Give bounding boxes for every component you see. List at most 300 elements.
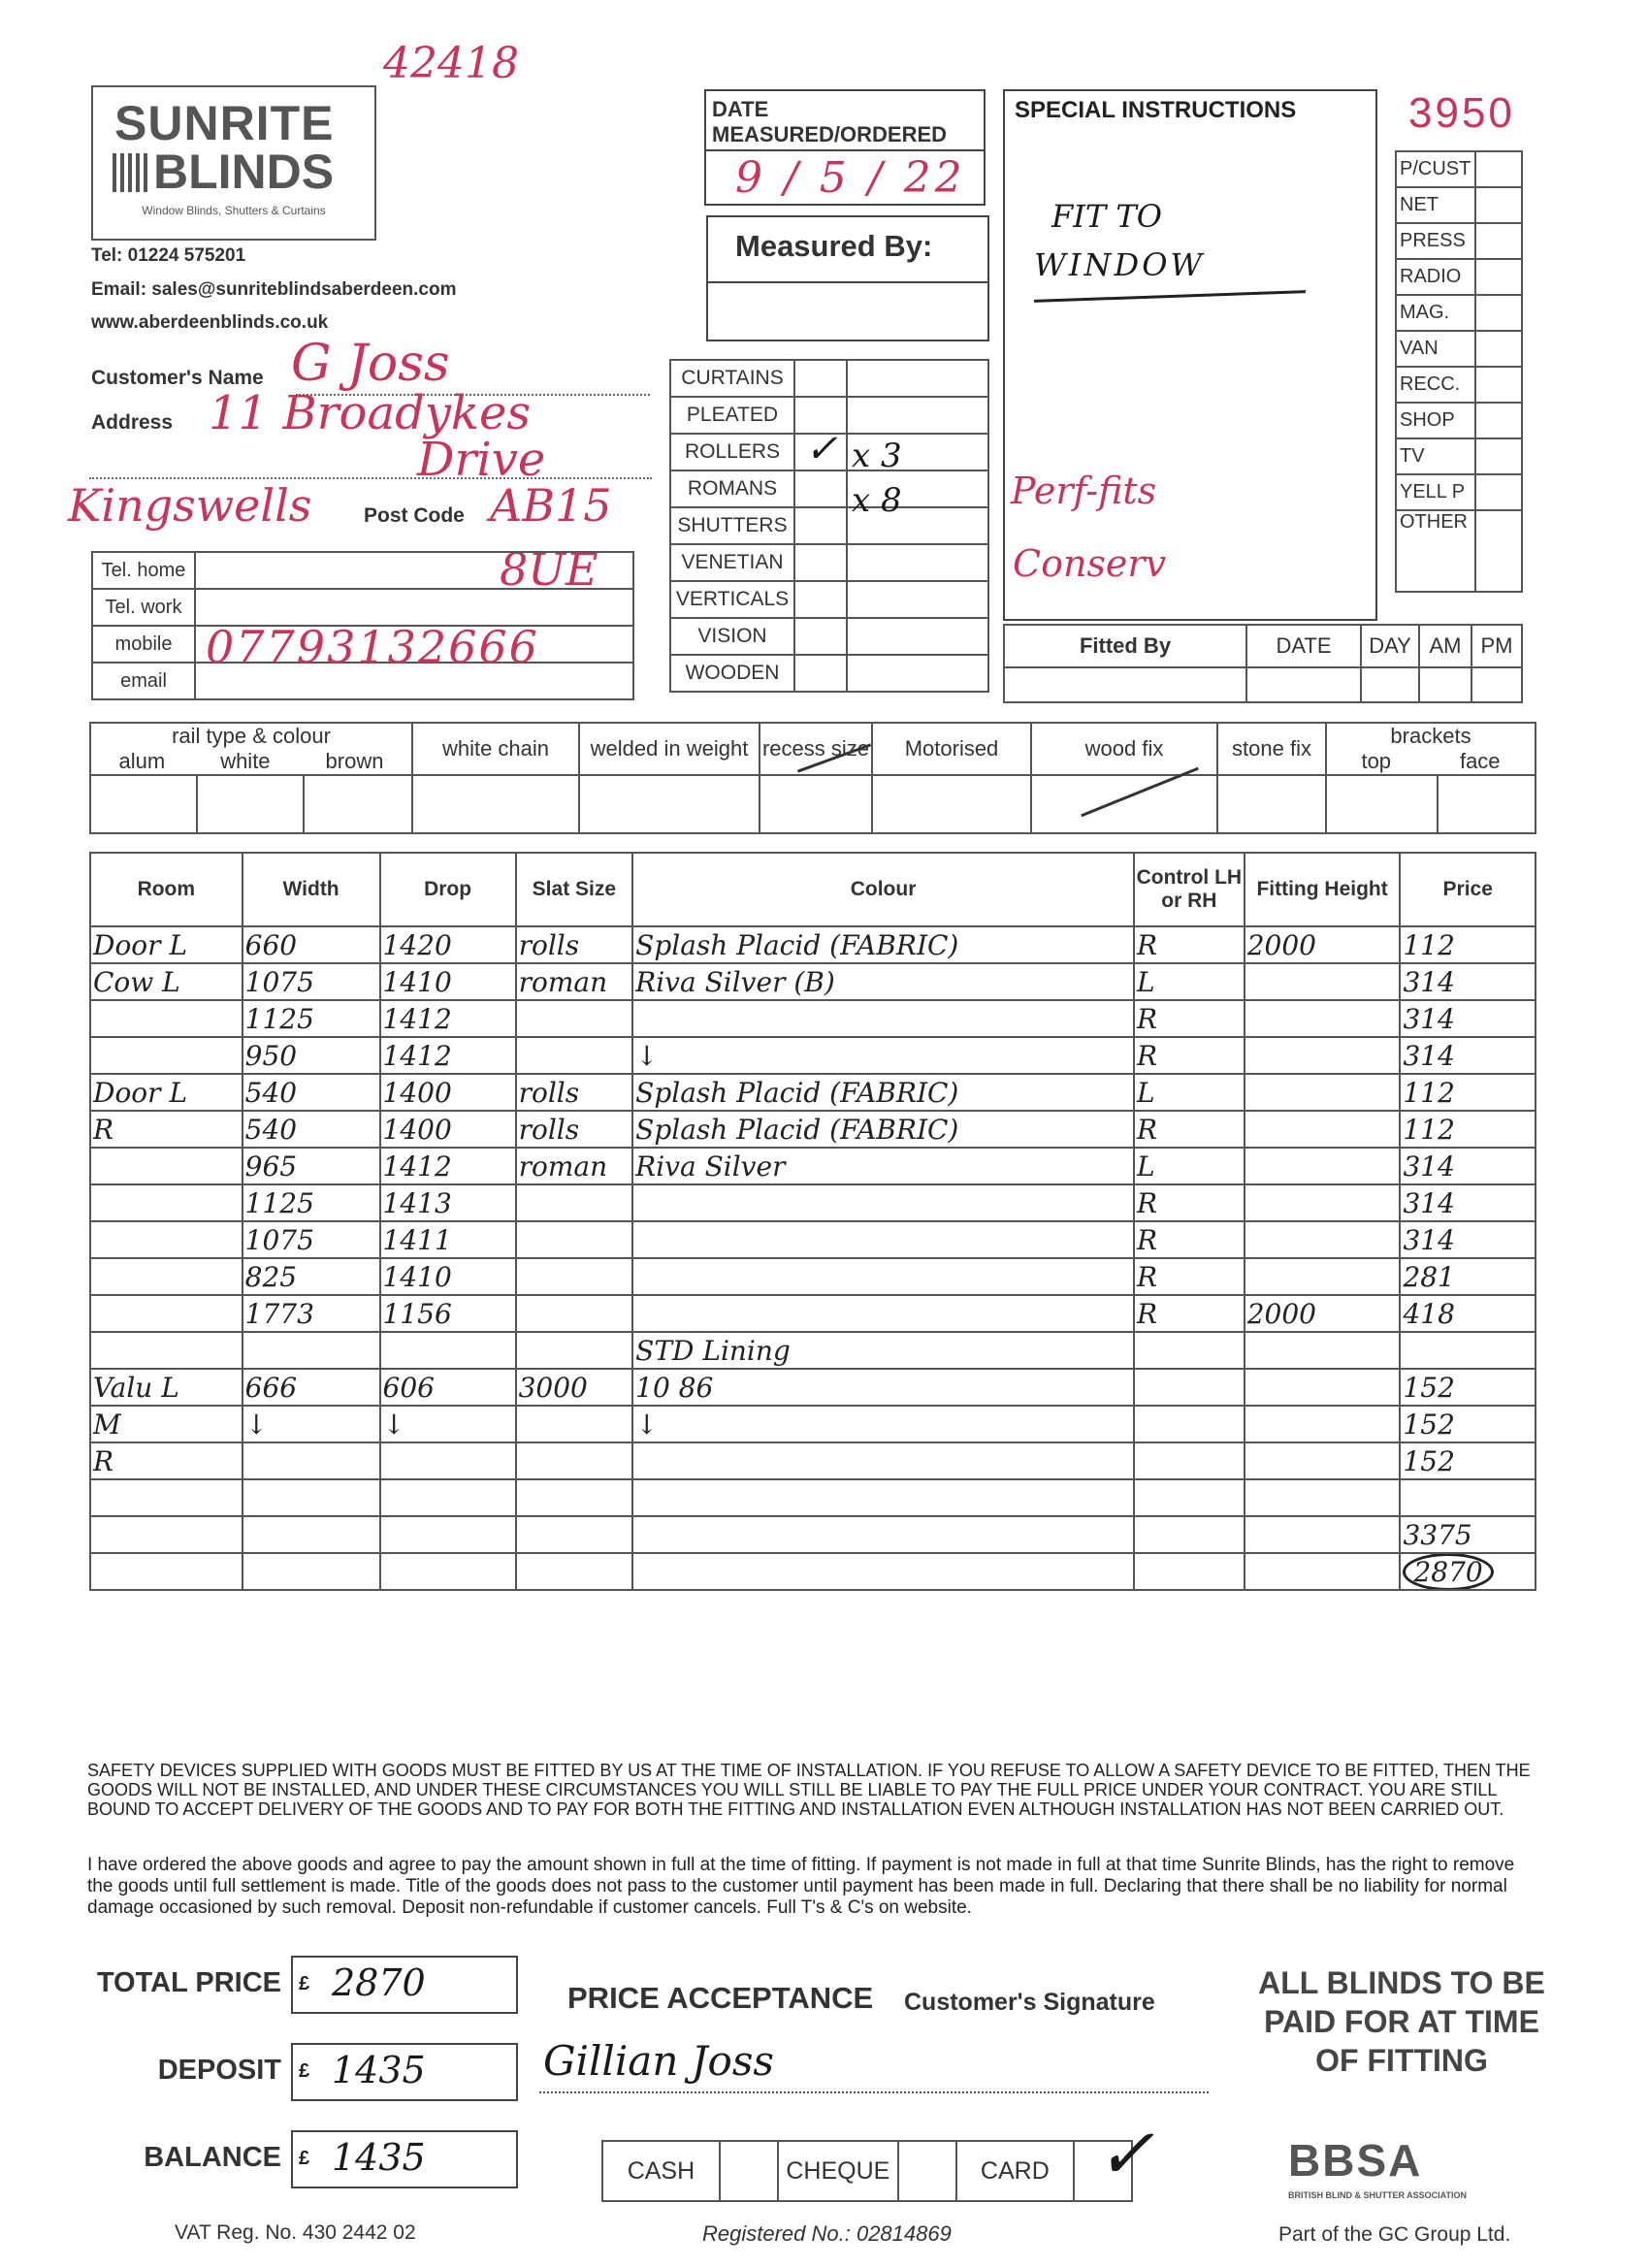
postcode-label: Post Code — [364, 504, 465, 527]
payment-notice: ALL BLINDS TO BE PAID FOR AT TIME OF FITTING — [1258, 1965, 1545, 2078]
table-cell[interactable]: 314 — [1400, 1037, 1536, 1074]
table-cell[interactable]: 314 — [1400, 963, 1536, 1000]
final-total-circled: 2870 — [1403, 1553, 1493, 1590]
source-row — [1396, 474, 1522, 510]
phone-label: Tel. home — [92, 552, 195, 589]
table-cell[interactable]: 1773 — [242, 1295, 380, 1332]
brackets-face-cell[interactable] — [1438, 775, 1536, 833]
table-cell[interactable] — [242, 1332, 380, 1369]
table-cell[interactable]: 1410 — [380, 963, 516, 1000]
source-row — [1396, 187, 1522, 223]
rollers-tick: ✓ — [805, 427, 838, 471]
table-cell[interactable] — [632, 1000, 1134, 1037]
contact-web: www.aberdeenblinds.co.uk — [91, 312, 329, 333]
table-cell[interactable]: 540 — [242, 1074, 380, 1111]
table-cell[interactable]: 825 — [242, 1258, 380, 1295]
table-cell[interactable]: roman — [516, 963, 633, 1000]
table-cell[interactable]: 112 — [1400, 926, 1536, 963]
table-row — [90, 963, 1536, 1000]
brackets-top-cell[interactable] — [1326, 775, 1438, 833]
table-cell[interactable]: 1156 — [380, 1295, 516, 1332]
blind-type-row — [670, 507, 988, 544]
total-price-value[interactable]: 2870 — [332, 1961, 426, 2004]
postcode[interactable]: AB15 — [490, 479, 612, 532]
table-cell[interactable] — [90, 1553, 242, 1590]
table-cell[interactable] — [1245, 1258, 1401, 1295]
table-cell[interactable] — [90, 1295, 242, 1332]
blind-type-check[interactable] — [794, 655, 847, 692]
table-cell[interactable]: 2000 — [1245, 926, 1401, 963]
table-cell[interactable] — [516, 1516, 633, 1553]
source-checkbox[interactable] — [1475, 151, 1522, 187]
table-cell[interactable]: 1125 — [242, 1000, 380, 1037]
blind-type-check[interactable] — [794, 507, 847, 544]
welded-weight-label: welded in weight — [579, 723, 760, 775]
table-cell[interactable]: 418 — [1400, 1295, 1536, 1332]
white-chain-cell[interactable] — [412, 775, 579, 833]
blind-type-qty[interactable] — [847, 360, 988, 397]
table-cell[interactable] — [516, 1332, 633, 1369]
table-cell[interactable]: Riva Silver — [632, 1148, 1134, 1184]
table-cell[interactable]: 281 — [1400, 1258, 1536, 1295]
blind-type-label: VERTICALS — [670, 581, 794, 618]
terms-notice: I have ordered the above goods and agree to pay the amount shown in full at the time of fitting. If payment is not made in full at that time Sunrite Blinds, has the right to remove the goods until full settlement is made. Title of the goods does not pass to the customer until payment has been made in full. Declaring that there shall be no liability for normal damage occasioned by such removal. Deposit non-refundable if customer cancels. Full T's & C's on website. — [87, 1855, 1515, 1918]
table-cell[interactable] — [1245, 1332, 1401, 1369]
table-cell[interactable] — [242, 1516, 380, 1553]
fitted-pm-label: PM — [1471, 625, 1522, 667]
date-box — [704, 89, 986, 206]
table-cell[interactable]: 1410 — [380, 1258, 516, 1295]
table-cell[interactable]: roman — [516, 1148, 633, 1184]
source-checkbox[interactable] — [1475, 403, 1522, 438]
column-header: Room — [90, 853, 242, 926]
order-table — [89, 852, 1536, 1591]
welded-cell[interactable] — [579, 775, 760, 833]
table-cell[interactable]: R — [1134, 1037, 1245, 1074]
rollers-qty[interactable]: x 3 — [852, 437, 902, 475]
blind-type-check[interactable] — [794, 360, 847, 397]
address-label: Address — [91, 411, 174, 434]
blind-type-check[interactable] — [794, 618, 847, 655]
table-cell[interactable] — [1245, 1406, 1401, 1442]
customer-signature[interactable]: Gillian Joss — [543, 2037, 774, 2085]
table-cell[interactable]: 540 — [242, 1111, 380, 1148]
table-cell[interactable]: M — [90, 1406, 242, 1442]
table-row — [90, 1332, 1536, 1369]
source-label: OTHER — [1396, 510, 1475, 592]
table-cell[interactable]: R — [1134, 1111, 1245, 1148]
table-cell[interactable] — [632, 1184, 1134, 1221]
brackets-cell — [1326, 723, 1536, 775]
balance-currency: £ — [299, 2148, 310, 2169]
column-header: Control LH or RH — [1134, 853, 1245, 926]
source-checkbox[interactable] — [1475, 510, 1522, 592]
column-header: Width — [242, 853, 380, 926]
blind-type-label: ROLLERS — [670, 434, 794, 470]
stone-fix-cell[interactable] — [1217, 775, 1326, 833]
table-cell[interactable]: L — [1134, 963, 1245, 1000]
table-cell[interactable] — [242, 1479, 380, 1516]
form-number: 3950 — [1408, 89, 1515, 137]
table-cell[interactable] — [516, 1553, 633, 1590]
source-label: YELL P — [1396, 474, 1475, 510]
table-cell[interactable]: R — [1134, 1000, 1245, 1037]
source-row — [1396, 403, 1522, 438]
table-cell[interactable] — [380, 1442, 516, 1479]
table-cell[interactable]: Splash Placid (FABRIC) — [632, 926, 1134, 963]
source-checkbox[interactable] — [1475, 331, 1522, 367]
table-cell[interactable] — [632, 1258, 1134, 1295]
table-cell[interactable]: 10 86 — [632, 1369, 1134, 1406]
table-cell[interactable] — [1400, 1553, 1536, 1590]
special-note-1b[interactable]: WINDOW — [1034, 246, 1206, 283]
table-cell[interactable]: ↓ — [632, 1037, 1134, 1074]
table-cell[interactable] — [380, 1516, 516, 1553]
table-cell[interactable]: Door L — [90, 926, 242, 963]
source-row — [1396, 259, 1522, 295]
blind-type-qty[interactable] — [847, 397, 988, 434]
brackets-top-label: top — [1361, 749, 1392, 773]
column-header: Price — [1400, 853, 1536, 926]
table-cell[interactable] — [1134, 1442, 1245, 1479]
table-cell[interactable] — [1134, 1479, 1245, 1516]
signature-label: Customer's Signature — [904, 1989, 1155, 2016]
table-cell[interactable] — [516, 1295, 633, 1332]
special-note-2b[interactable]: Conserv — [1013, 542, 1167, 585]
table-cell[interactable]: 1125 — [242, 1184, 380, 1221]
table-row — [90, 1221, 1536, 1258]
table-cell[interactable] — [516, 1000, 633, 1037]
card-tick: ✓ — [1096, 2113, 1155, 2194]
table-row — [90, 1037, 1536, 1074]
mobile-number[interactable]: 07793132666 — [206, 621, 539, 673]
table-cell[interactable] — [516, 1442, 633, 1479]
column-header: Fitting Height — [1245, 853, 1401, 926]
blind-type-qty[interactable] — [847, 544, 988, 581]
table-cell[interactable]: R — [90, 1442, 242, 1479]
table-cell[interactable]: 965 — [242, 1148, 380, 1184]
table-cell[interactable]: 314 — [1400, 1000, 1536, 1037]
brackets-face-label: face — [1459, 749, 1501, 773]
rail-options-table — [89, 722, 1536, 834]
deposit-value[interactable]: 1435 — [332, 2049, 426, 2091]
table-cell[interactable] — [90, 1221, 242, 1258]
source-label: P/CUST — [1396, 151, 1475, 187]
romans-qty[interactable]: x 8 — [852, 481, 902, 520]
table-cell[interactable] — [1245, 1000, 1401, 1037]
source-row — [1396, 223, 1522, 259]
source-row — [1396, 438, 1522, 474]
rail-white-label: white — [220, 749, 271, 773]
table-cell[interactable] — [1245, 1442, 1401, 1479]
payment-cheque-box[interactable] — [898, 2141, 956, 2201]
table-cell[interactable] — [516, 1184, 633, 1221]
table-cell[interactable]: ↓ — [242, 1406, 380, 1442]
fitted-day-label: DAY — [1361, 625, 1419, 667]
payment-cheque-label: CHEQUE — [778, 2141, 898, 2201]
table-cell[interactable] — [90, 1184, 242, 1221]
source-checkbox[interactable] — [1475, 295, 1522, 331]
customer-name[interactable]: G Joss — [291, 335, 450, 393]
company-logo — [91, 85, 376, 241]
table-cell[interactable] — [90, 1516, 242, 1553]
table-cell[interactable]: 1075 — [242, 1221, 380, 1258]
registered-number: Registered No.: 02814869 — [702, 2221, 952, 2246]
table-cell[interactable] — [90, 1332, 242, 1369]
table-cell[interactable] — [1245, 1111, 1401, 1148]
recess-size-label: recess size — [760, 723, 872, 775]
contact-tel: Tel: 01224 575201 — [91, 245, 246, 266]
table-cell[interactable] — [516, 1258, 633, 1295]
source-checkbox[interactable] — [1475, 367, 1522, 403]
blind-types-table — [669, 359, 989, 693]
table-cell[interactable]: 1075 — [242, 963, 380, 1000]
blind-type-check[interactable] — [794, 470, 847, 507]
table-cell[interactable]: ↓ — [380, 1406, 516, 1442]
table-cell[interactable]: Riva Silver (B) — [632, 963, 1134, 1000]
table-cell[interactable]: R — [1134, 926, 1245, 963]
table-cell[interactable]: R — [1134, 1258, 1245, 1295]
table-cell[interactable]: 152 — [1400, 1442, 1536, 1479]
group-text: Part of the GC Group Ltd. — [1278, 2223, 1511, 2246]
table-cell[interactable] — [632, 1442, 1134, 1479]
table-cell[interactable] — [1245, 1037, 1401, 1074]
balance-value[interactable]: 1435 — [332, 2136, 426, 2179]
table-cell[interactable]: 314 — [1400, 1221, 1536, 1258]
table-cell[interactable] — [242, 1442, 380, 1479]
payment-card-label: CARD — [956, 2141, 1074, 2201]
wood-fix-cell[interactable] — [1031, 775, 1217, 833]
payment-cash-box[interactable] — [720, 2141, 778, 2201]
table-cell[interactable]: 1411 — [380, 1221, 516, 1258]
table-row — [90, 1516, 1536, 1553]
table-cell[interactable] — [632, 1479, 1134, 1516]
rail-alum-cell[interactable] — [90, 775, 197, 833]
table-cell[interactable] — [1245, 963, 1401, 1000]
blind-type-label: SHUTTERS — [670, 507, 794, 544]
table-cell[interactable]: 314 — [1400, 1148, 1536, 1184]
rail-alum-label: alum — [118, 749, 166, 773]
table-cell[interactable] — [516, 1479, 633, 1516]
table-row — [90, 1258, 1536, 1295]
table-cell[interactable]: rolls — [516, 1074, 633, 1111]
blind-type-row — [670, 581, 988, 618]
table-cell[interactable]: 3375 — [1400, 1516, 1536, 1553]
table-cell[interactable] — [516, 1037, 633, 1074]
table-row — [90, 926, 1536, 963]
source-row — [1396, 151, 1522, 187]
table-cell[interactable] — [1245, 1184, 1401, 1221]
source-checkbox[interactable] — [1475, 259, 1522, 295]
table-cell[interactable] — [1134, 1553, 1245, 1590]
table-cell[interactable] — [1245, 1221, 1401, 1258]
payment-method-table — [601, 2140, 1133, 2202]
table-cell[interactable] — [380, 1553, 516, 1590]
table-cell[interactable]: Splash Placid (FABRIC) — [632, 1074, 1134, 1111]
table-cell[interactable]: Door L — [90, 1074, 242, 1111]
table-cell[interactable]: L — [1134, 1074, 1245, 1111]
source-table — [1395, 150, 1523, 593]
source-checkbox[interactable] — [1475, 223, 1522, 259]
table-cell[interactable]: Splash Placid (FABRIC) — [632, 1111, 1134, 1148]
table-cell[interactable] — [380, 1332, 516, 1369]
blind-type-row — [670, 470, 988, 507]
table-cell[interactable] — [1134, 1516, 1245, 1553]
table-cell[interactable] — [632, 1553, 1134, 1590]
safety-notice: SAFETY DEVICES SUPPLIED WITH GOODS MUST BE FITTED BY US AT THE TIME OF INSTALLATION. IF YOU REFUSE TO ALLOW A SAFETY DEVICE TO BE FITTED, THEN THE GOODS WILL NOT BE INSTALLED, AND UNDER THESE CIRCUMSTANCES YOU WILL STILL BE LIABLE TO PAY THE FULL PRICE UNDER YOUR CONTRACT. YOU ARE STILL BOUND TO ACCEPT DELIVERY OF THE GOODS AND TO PAY FOR BOTH THE FITTING AND INSTALLATION EVEN ALTHOUGH INSTALLATION HAS NOT BEEN CARRIED OUT. — [87, 1761, 1531, 1819]
balance-box[interactable] — [291, 2130, 518, 2188]
rail-type-label: rail type & colour — [172, 724, 331, 748]
table-row — [90, 1479, 1536, 1516]
table-cell[interactable]: 1400 — [380, 1111, 516, 1148]
table-cell[interactable] — [632, 1221, 1134, 1258]
table-cell[interactable]: 314 — [1400, 1184, 1536, 1221]
rail-brown-label: brown — [325, 749, 384, 773]
blind-type-label: PLEATED — [670, 397, 794, 434]
address-line3[interactable]: Kingswells — [68, 479, 312, 532]
table-row — [90, 1184, 1536, 1221]
table-cell[interactable]: 1412 — [380, 1037, 516, 1074]
table-cell[interactable]: 606 — [380, 1369, 516, 1406]
logo-tagline: Window Blinds, Shutters & Curtains — [142, 204, 326, 217]
source-checkbox[interactable] — [1475, 438, 1522, 474]
table-cell[interactable]: 1412 — [380, 1148, 516, 1184]
table-cell[interactable] — [516, 1406, 633, 1442]
table-cell[interactable] — [1400, 1332, 1536, 1369]
date-value[interactable]: 9 / 5 / 22 — [735, 153, 966, 203]
phone-label: email — [92, 663, 195, 699]
blind-type-qty[interactable] — [847, 655, 988, 692]
table-cell[interactable] — [90, 1000, 242, 1037]
table-cell[interactable] — [90, 1148, 242, 1184]
table-cell[interactable]: 112 — [1400, 1111, 1536, 1148]
address-line1[interactable]: 11 Broadykes — [209, 386, 532, 440]
rail-brown-cell[interactable] — [304, 775, 412, 833]
blind-type-label: VISION — [670, 618, 794, 655]
postcode-2[interactable]: 8UE — [500, 543, 598, 596]
source-checkbox[interactable] — [1475, 187, 1522, 223]
source-label: MAG. — [1396, 295, 1475, 331]
table-cell[interactable]: 660 — [242, 926, 380, 963]
table-cell[interactable]: 112 — [1400, 1074, 1536, 1111]
table-cell[interactable] — [1245, 1553, 1401, 1590]
table-row — [90, 1111, 1536, 1148]
deposit-currency: £ — [299, 2060, 310, 2082]
table-cell[interactable]: L — [1134, 1148, 1245, 1184]
table-cell[interactable] — [1400, 1479, 1536, 1516]
phone-value-field[interactable] — [195, 552, 633, 589]
source-row — [1396, 367, 1522, 403]
table-cell[interactable]: 1413 — [380, 1184, 516, 1221]
table-cell[interactable]: 152 — [1400, 1406, 1536, 1442]
deposit-box[interactable] — [291, 2043, 518, 2101]
table-cell[interactable] — [380, 1479, 516, 1516]
measured-by-label: Measured By: — [735, 229, 933, 263]
recess-cell[interactable] — [760, 775, 872, 833]
special-instructions-box — [1003, 89, 1377, 621]
table-cell[interactable]: R — [90, 1111, 242, 1148]
vat-number: VAT Reg. No. 430 2442 02 — [175, 2221, 416, 2244]
measured-by-box — [706, 215, 989, 341]
source-row — [1396, 510, 1522, 592]
deposit-label: DEPOSIT — [157, 2055, 281, 2086]
special-note-2a[interactable]: Perf-fits — [1011, 470, 1157, 512]
table-cell[interactable] — [90, 1479, 242, 1516]
blind-type-check[interactable] — [794, 544, 847, 581]
fitted-by-label: Fitted By — [1004, 625, 1246, 667]
table-row — [90, 1406, 1536, 1442]
table-cell[interactable] — [632, 1295, 1134, 1332]
table-cell[interactable]: 1412 — [380, 1000, 516, 1037]
table-cell[interactable] — [1245, 1479, 1401, 1516]
blind-type-row — [670, 544, 988, 581]
table-cell[interactable]: rolls — [516, 926, 633, 963]
table-row — [90, 1148, 1536, 1184]
rail-white-cell[interactable] — [197, 775, 304, 833]
table-cell[interactable] — [632, 1516, 1134, 1553]
table-cell[interactable] — [1245, 1516, 1401, 1553]
blind-type-check[interactable] — [794, 581, 847, 618]
table-cell[interactable]: ↓ — [632, 1406, 1134, 1442]
payment-cash-label: CASH — [602, 2141, 720, 2201]
table-cell[interactable]: 2000 — [1245, 1295, 1401, 1332]
table-cell[interactable]: STD Lining — [632, 1332, 1134, 1369]
table-cell[interactable] — [516, 1221, 633, 1258]
total-currency: £ — [299, 1973, 310, 1994]
table-cell[interactable]: Cow L — [90, 963, 242, 1000]
source-checkbox[interactable] — [1475, 474, 1522, 510]
date-label: DATE MEASURED/ORDERED — [712, 97, 948, 146]
table-cell[interactable] — [1134, 1369, 1245, 1406]
table-cell[interactable] — [1134, 1332, 1245, 1369]
table-cell[interactable] — [242, 1553, 380, 1590]
table-cell[interactable]: R — [1134, 1184, 1245, 1221]
table-cell[interactable]: 152 — [1400, 1369, 1536, 1406]
table-cell[interactable]: R — [1134, 1221, 1245, 1258]
total-price-label: TOTAL PRICE — [96, 1967, 281, 1998]
table-cell[interactable]: rolls — [516, 1111, 633, 1148]
table-cell[interactable] — [1245, 1074, 1401, 1111]
column-header: Colour — [632, 853, 1134, 926]
table-row — [90, 1074, 1536, 1111]
table-cell[interactable] — [90, 1258, 242, 1295]
address-line2[interactable]: Drive — [417, 433, 546, 487]
column-header: Drop — [380, 853, 516, 926]
table-cell[interactable]: 666 — [242, 1369, 380, 1406]
blind-type-qty[interactable] — [847, 581, 988, 618]
special-note-1a[interactable]: FIT TO — [1051, 198, 1162, 235]
table-cell[interactable]: R — [1134, 1295, 1245, 1332]
blind-type-label: WOODEN — [670, 655, 794, 692]
special-instructions-label: SPECIAL INSTRUCTIONS — [1015, 97, 1297, 123]
table-cell[interactable]: 3000 — [516, 1369, 633, 1406]
blind-type-qty[interactable] — [847, 618, 988, 655]
table-cell[interactable] — [1245, 1369, 1401, 1406]
table-row — [90, 1369, 1536, 1406]
table-cell[interactable]: 1420 — [380, 926, 516, 963]
motorised-cell[interactable] — [872, 775, 1031, 833]
blind-type-label: VENETIAN — [670, 544, 794, 581]
table-cell[interactable]: 950 — [242, 1037, 380, 1074]
table-cell[interactable]: Valu L — [90, 1369, 242, 1406]
table-cell[interactable]: 1400 — [380, 1074, 516, 1111]
phone-label: Tel. work — [92, 589, 195, 626]
table-cell[interactable] — [1245, 1148, 1401, 1184]
table-cell[interactable] — [90, 1037, 242, 1074]
table-cell[interactable] — [1134, 1406, 1245, 1442]
total-price-box[interactable] — [291, 1956, 518, 2014]
logo-line2: BLINDS — [153, 145, 335, 199]
